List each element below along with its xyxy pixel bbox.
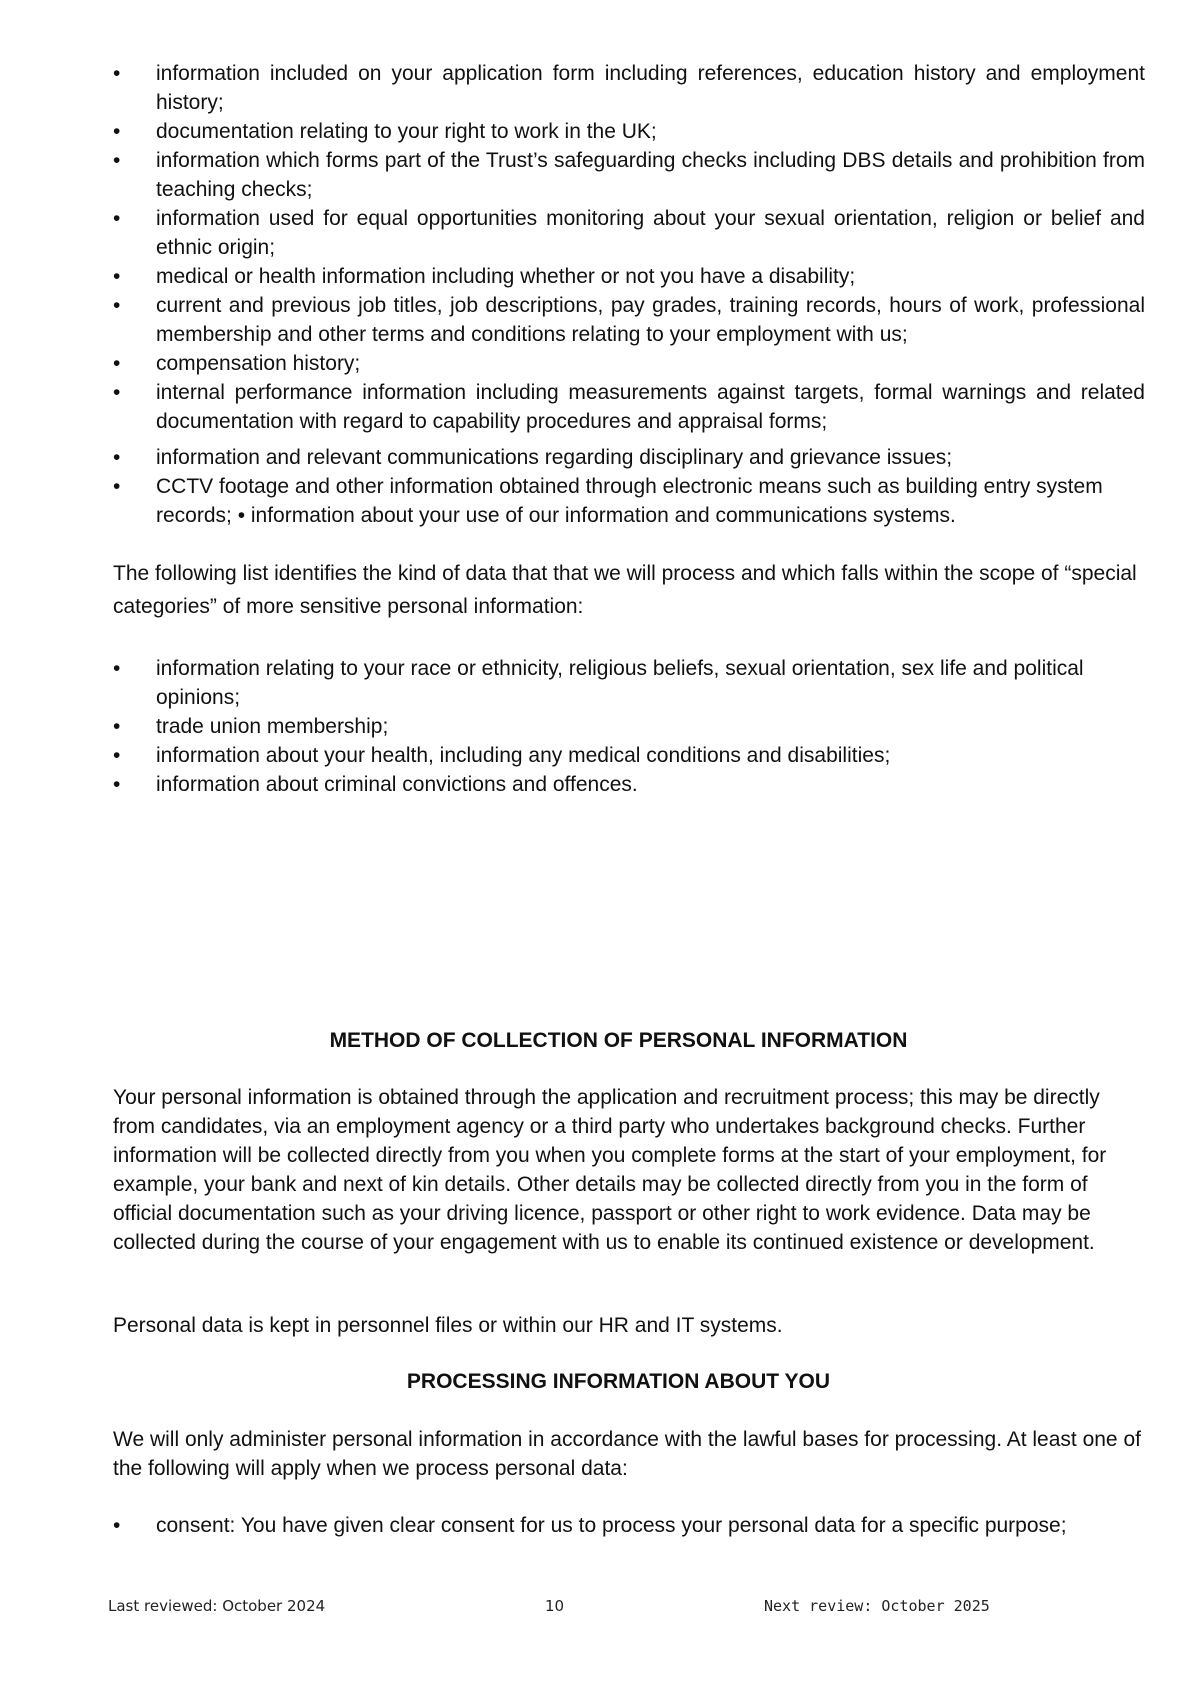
lawful-bases-list-block — [113, 1511, 1145, 1540]
collection-paragraph-block — [113, 1083, 1145, 1257]
storage-paragraph: Personal data is kept in personnel files or within our HR and IT systems. — [113, 1314, 783, 1337]
bullet-icon: • — [113, 715, 121, 738]
special-categories-intro: The following list identifies the kind of data that that we will process and which falls within the scope of “special categories” of more sensitive personal information: — [113, 562, 1137, 618]
special-categories-intro-block — [113, 557, 1145, 623]
footer-page-number: 10 — [545, 1597, 565, 1615]
bullet-icon: • — [113, 265, 121, 288]
bullet-icon: • — [113, 352, 121, 375]
processing-paragraph-block — [113, 1425, 1145, 1483]
list-item: • compensation history; — [113, 349, 1145, 378]
list-item: • consent: You have given clear consent for us to process your personal data for a specific purpose; — [113, 1511, 1145, 1540]
data-categories-list — [113, 59, 1145, 530]
collection-paragraph: Your personal information is obtained through the application and recruitment process; this may be directly from candidates, via an employment agency or a third party who undertakes background checks. Further information will be collected directly from you when you complete forms at the start of your employment, for example, your bank and next of kin details. Other details may be collected directly from you in the form of official documentation such as your driving licence, passport or other right to work evidence. Data may be collected during the course of your engagement with us to enable its continued existence or development. — [113, 1086, 1107, 1254]
bullet-icon: • — [113, 294, 121, 317]
list-item: • trade union membership; — [113, 712, 1145, 741]
footer-next-review: Next review: October 2025 — [764, 1597, 990, 1615]
list-item: • current and previous job titles, job descriptions, pay grades, training records, hours of work, professional membership and other terms and conditions relating to your employment with us; — [113, 291, 1145, 349]
list-item: • documentation relating to your right to work in the UK; — [113, 117, 1145, 146]
bullet-icon: • — [113, 773, 121, 796]
list-item: • information which forms part of the Trust’s safeguarding checks including DBS details and prohibition from teaching checks; — [113, 146, 1145, 204]
bullet-icon: • — [113, 446, 121, 469]
bullet-icon: • — [113, 1514, 121, 1537]
special-categories-list-block — [113, 654, 1145, 799]
storage-paragraph-block — [113, 1311, 1145, 1340]
list-item: • medical or health information including whether or not you have a disability; — [113, 262, 1145, 291]
list-item: • information included on your application form including references, education history and employment history; — [113, 59, 1145, 117]
bullet-icon: • — [113, 744, 121, 767]
bullet-icon: • — [113, 475, 121, 498]
list-item: • information about your health, including any medical conditions and disabilities; — [113, 741, 1145, 770]
bullet-icon: • — [113, 207, 121, 230]
processing-heading: PROCESSING INFORMATION ABOUT YOU — [406, 1370, 831, 1393]
bullet-icon: • — [113, 62, 121, 85]
list-item: • internal performance information including measurements against targets, formal warnings and related documentation with regard to capability procedures and appraisal forms; — [113, 378, 1145, 436]
bullet-icon: • — [113, 381, 121, 404]
bullet-icon: • — [113, 149, 121, 172]
list-item: • information about criminal convictions and offences. — [113, 770, 1145, 799]
processing-paragraph: We will only administer personal information in accordance with the lawful bases for processing. At least one of the following will apply when we process personal data: — [113, 1428, 1141, 1480]
special-categories-list — [113, 654, 1145, 799]
bullet-icon: • — [113, 120, 121, 143]
list-item: • information relating to your race or ethnicity, religious beliefs, sexual orientation, sex life and political opinions; — [113, 654, 1145, 712]
bullet-icon: • — [113, 657, 121, 680]
list-item: • information used for equal opportunities monitoring about your sexual orientation, religion or belief and ethnic origin; — [113, 204, 1145, 262]
list-item: • CCTV footage and other information obtained through electronic means such as building entry system records; • information about your use of our information and communications systems. — [113, 472, 1145, 530]
footer-last-reviewed: Last reviewed: October 2024 — [108, 1597, 326, 1615]
collection-heading: METHOD OF COLLECTION OF PERSONAL INFORMATION — [329, 1029, 908, 1052]
lawful-bases-list — [113, 1511, 1145, 1540]
list-item: • information and relevant communications regarding disciplinary and grievance issues; — [113, 443, 1145, 472]
data-categories-list-block — [113, 59, 1145, 530]
